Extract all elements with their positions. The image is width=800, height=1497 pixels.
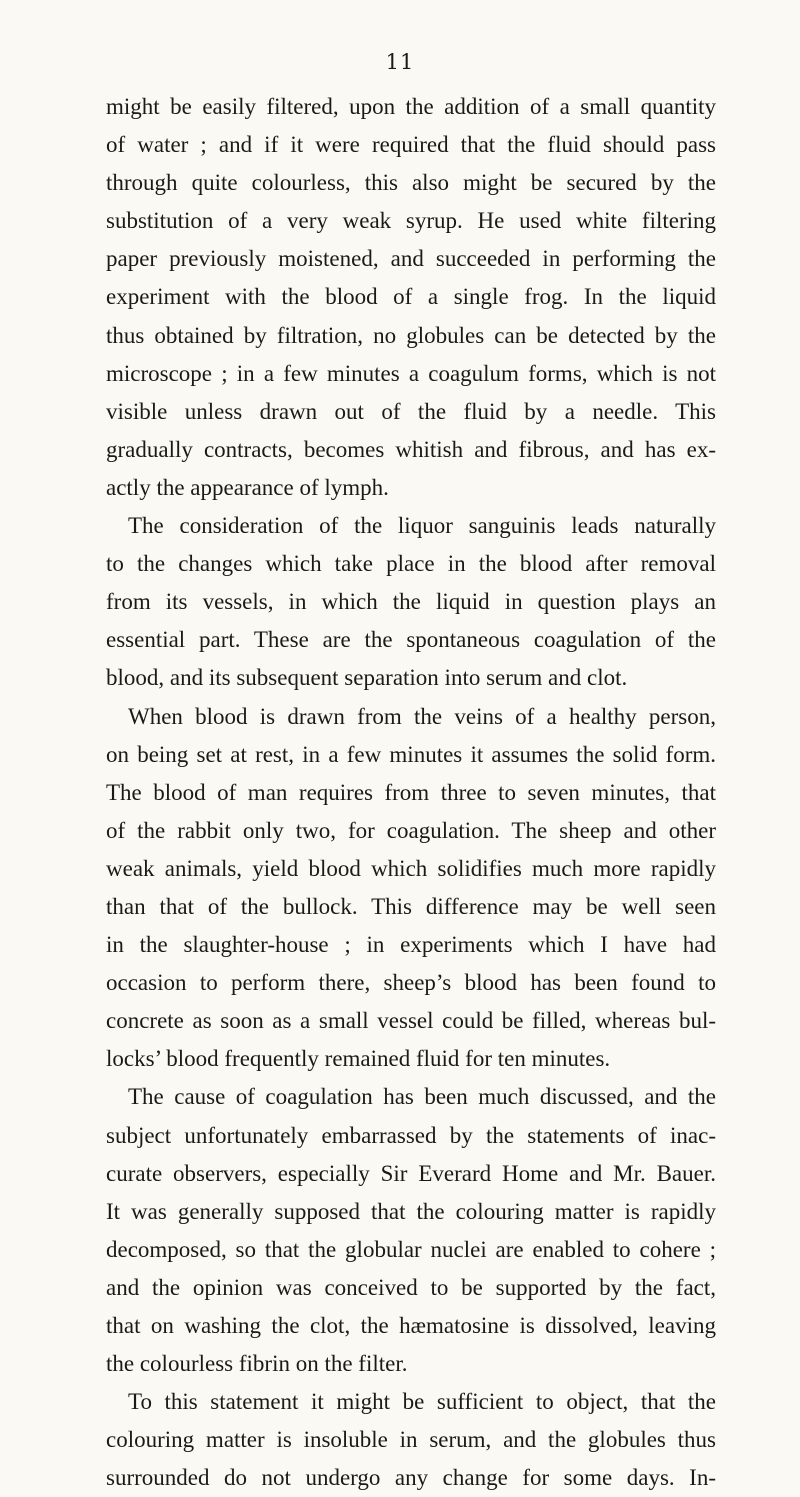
text-line: to the changes which take place in the blood after removal <box>106 551 716 577</box>
text-line: The consideration of the liquor sanguinis leads naturally <box>128 513 716 539</box>
text-line: essential part. These are the spontaneous coagulation of the <box>106 627 716 653</box>
text-line: To this statement it might be sufficient to object, that the <box>128 1389 716 1415</box>
text-line: thus obtained by filtration, no globules can be detected by the <box>106 322 716 348</box>
text-line: visible unless drawn out of the fluid by a needle. This <box>106 398 716 424</box>
text-line: than that of the bullock. This difference may be well seen <box>106 893 716 919</box>
text-line: concrete as soon as a small vessel could be filled, whereas bul- <box>106 1008 716 1034</box>
text-line: blood, and its subsequent separation into serum and clot. <box>106 665 628 691</box>
text-line: locks’ blood frequently remained fluid for ten minutes. <box>106 1046 611 1072</box>
text-line: weak animals, yield blood which solidifies much more rapidly <box>106 855 716 881</box>
text-line: colouring matter is insoluble in serum, and the globules thus <box>106 1427 716 1453</box>
text-line: The cause of coagulation has been much discussed, and the <box>128 1084 716 1110</box>
text-line: experiment with the blood of a single frog. In the liquid <box>106 284 716 310</box>
body-text <box>106 88 716 1497</box>
text-line: curate observers, especially Sir Everard Home and Mr. Bauer. <box>106 1160 716 1186</box>
text-line: subject unfortunately embarrassed by the statements of inac- <box>106 1122 716 1148</box>
text-line: When blood is drawn from the veins of a healthy person, <box>128 703 716 729</box>
text-line: that on washing the clot, the hæmatosine is dissolved, leaving <box>106 1313 716 1338</box>
text-line: microscope ; in a few minutes a coagulum forms, which is not <box>106 360 716 386</box>
text-line: It was generally supposed that the colouring matter is rapidly <box>106 1198 716 1224</box>
text-line: the colourless fibrin on the filter. <box>106 1351 408 1377</box>
text-line: surrounded do not undergo any change for some days. In- <box>106 1465 716 1491</box>
text-line: in the slaughter-house ; in experiments which I have had <box>106 932 716 958</box>
text-line: gradually contracts, becomes whitish and fibrous, and has ex- <box>106 436 716 462</box>
text-line: and the opinion was conceived to be supported by the fact, <box>106 1274 716 1300</box>
text-line: through quite colourless, this also might be secured by the <box>106 170 716 196</box>
text-line: decomposed, so that the globular nuclei are enabled to cohere ; <box>106 1236 716 1262</box>
text-line: occasion to perform there, sheep’s blood has been found to <box>106 970 716 996</box>
text-line: from its vessels, in which the liquid in question plays an <box>106 589 716 615</box>
text-line: actly the appearance of lymph. <box>106 474 389 500</box>
text-line: of the rabbit only two, for coagulation. The sheep and other <box>106 817 716 843</box>
page-number: 11 <box>385 50 415 74</box>
text-line: paper previously moistened, and succeeded in performing the <box>106 246 716 272</box>
text-line: on being set at rest, in a few minutes it assumes the solid form. <box>106 741 716 767</box>
text-line: might be easily filtered, upon the addition of a small quantity <box>106 94 716 119</box>
text-line: The blood of man requires from three to seven minutes, that <box>106 779 716 805</box>
text-line: substitution of a very weak syrup. He used white filtering <box>106 208 716 234</box>
text-line: of water ; and if it were required that the fluid should pass <box>106 132 716 158</box>
